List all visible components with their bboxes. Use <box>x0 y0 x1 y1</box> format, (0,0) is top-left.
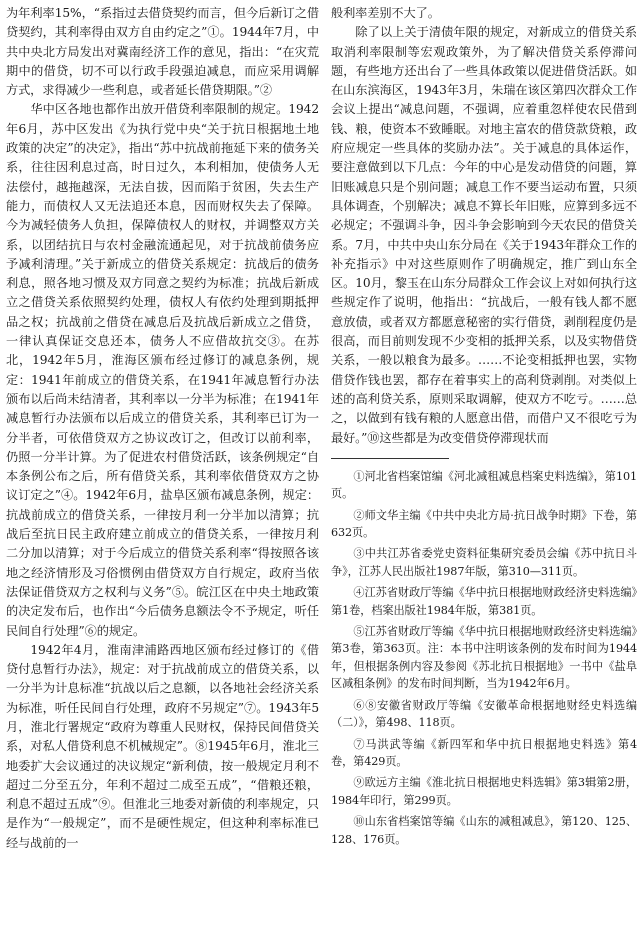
paragraph: 1942年4月，淮南津浦路西地区颁布经过修订的《借贷付息暂行办法》，规定：对于抗战前成立的借贷关系，以一分半为计息标准“抗战以后之息额，以各地社会经济关系为标准，听任民间自行处理，政府不另规定”⑦。1943年5月，淮北行署规定“政府为尊重人民财权，保持民间借贷关系，对私人借贷利息不机械规定”。⑧1945年6月，淮北三地委扩大会议通过的决议规定“新利债，按一般规定月利不超过二分至五分，年利不超过二成至五成”，“借粮还粮，利息不超过五成”⑨。但淮北三地委对新债的利率规定，只是作为“一般规定”，而不是硬性规定，但这种利率标准已经与战前的一 <box>6 642 319 850</box>
paragraph: 般利率差别不大了。 <box>331 6 440 20</box>
footnote: ④江苏省财政厅等编《华中抗日根据地财政经济史料选编》第1卷，档案出版社1984年版，第381页。 <box>331 586 637 617</box>
footnote-divider <box>331 458 449 459</box>
footnote: ③中共江苏省委党史资料征集研究委员会编《苏中抗日斗争》，江苏人民出版社1987年版，第310—311页。 <box>331 547 637 578</box>
right-column <box>331 4 637 852</box>
footnote: ⑨欧远方主编《淮北抗日根据地史料选辑》第3辑第2册，1984年印行，第299页。 <box>331 776 637 807</box>
footnote: ⑥⑧安徽省财政厅等编《安徽革命根据地财经史料选编（二）》，第498、118页。 <box>331 698 637 730</box>
footnote: ⑤江苏省财政厅等编《华中抗日根据地财政经济史料选编》第3卷，第363页。注：本书中注明该条例的发布时间为1944年，但根据条例内容及参阅《苏北抗日根据地》一书中《盐阜区减租条例》的发布时间判断，当为1942年6月。 <box>331 625 637 691</box>
paragraph: 为年利率15%，“系指过去借贷契约而言，但今后新订之借贷契约，其利率得由双方自由约定之”①。1944年7月，中共中央北方局发出对冀南经济工作的意见，指出：“在灾荒期中的借贷，切不可以行政手段强迫减息，而应采用调解方式，求得减少一些利息，或者延长借贷期限。”② <box>6 6 319 98</box>
footnote: ⑦马洪武等编《新四军和华中抗日根据地史料选》第4卷，第429页。 <box>331 737 637 768</box>
paragraph: 除了以上关于清债年限的规定，对新成立的借贷关系取消利率限制等宏观政策外，为了解决借贷关系停滞问题，有些地方还出台了一些具体政策以促进借贷活跃。如在山东滨海区，1943年3月，朱瑞在该区第四次群众工作会议上提出“减息问题，不强调，应着重忽样使农民借到钱、粮，使资本不致睡眠。对地主富农的借贷款贷粮，政府应规定一些具体的奖励办法”。关于减息的具体运作，要注意做到以下几点：今年的中心是发动借贷的问题，算旧账减息只是个别问题；减息工作不要当运动布置，只须具体调查，个别解决；减息不算长年旧账，应算到多远不必规定；不强调斗争，因斗争会影响到今天农民的借贷关系。7月，中共中央山东分局在《关于1943年群众工作的补充指示》中对这些原则作了明确规定，推广到山东全区。10月，黎玉在山东分局群众工作会议上对如何执行这些规定作了说明，他指出：“抗战后，一般有钱人都不愿意放债，或者双方都愿意秘密的实行借贷，剥削程度仍是很高，而目前则发现不少变相的抵押关系，以及实物借贷关系，一般以粮食为最多。……不论变相抵押也罢，实物借贷作钱也罢，都存在着事实上的高利贷剥削。对类似上述的高利贷关系，原则采取调解，使双方不吃亏。……总之，以做到有钱有粮的人愿意出借，而借户又不很吃亏为最好。”⑩这些都是为改变借贷停滞现状而 <box>331 25 637 445</box>
left-column <box>6 4 319 853</box>
footnote: ①河北省档案馆编《河北减租减息档案史料选编》，第101页。 <box>331 469 637 501</box>
footnotes <box>331 468 637 848</box>
footnote: ⑩山东省档案馆等编《山东的减租减息》，第120、125、128、176页。 <box>331 815 637 846</box>
footnote: ②师文华主编《中共中央北方局·抗日战争时期》下卷，第632页。 <box>331 508 637 540</box>
paragraph: 华中区各地也都作出放开借贷利率限制的规定。1942年6月，苏中区发出《为执行党中央“关于抗日根据地土地政策的决定”的决定》，指出“苏中抗战前拖延下来的债务关系，往往因利息过高，时日过久，本利相加，使债务人无法偿付，越拖越深，无法自拔，因而陷于贫困，失去生产能力，而债权人又无法追还本息，因而财权失去了保障。今为减轻债务人负担，保障债权人的财权，并调整双方关系，以团结抗日与农村金融流通起见，对于抗战前债务应予减利清理。”关于新成立的借贷关系规定：抗战后的债务利息，照各地习惯及双方同意之契约为标准；抗战后新成立之借贷关系依照契约处理，债权人有依约处理到期抵押品之权；抗战前之借贷在减息后及抗战后新成立之借贷，一律认真保证交息还本，债务人不应借故抗交③。在苏北，1942年5月，淮海区颁布经过修订的减息条例，规定：1941年前成立的借贷关系，在1941年减息暂行办法颁布以后尚未结清者，其利率以一分半为标准；在1941年减息暂行办法颁布以后成立的借贷关系，其利率已订为一分半者，可依借贷双方之协议改订之，但改订以前利率，仍照一分半计算。为了促进农村借贷活跃，该条例规定“自本条例公布之后，所有借贷关系，其利率依借贷双方之协议订定之”④。1942年6月，盐阜区颁布减息条例，规定：抗战前成立的借贷关系，一律按月利一分半加以清算；抗战后至抗日民主政府建立前成立的借贷关系，一律按月利二分加以清算；对于今后成立的借贷关系利率“得按照各该地之经济情形及习俗惯例由借贷双方自行规定，政府当依法保证借贷双方之权利与义务”⑤。皖江区在中央土地政策的决定发布后，也作出“今后债务息额法令不予规定，听任民间自行处理”⑥的规定。 <box>6 102 319 638</box>
